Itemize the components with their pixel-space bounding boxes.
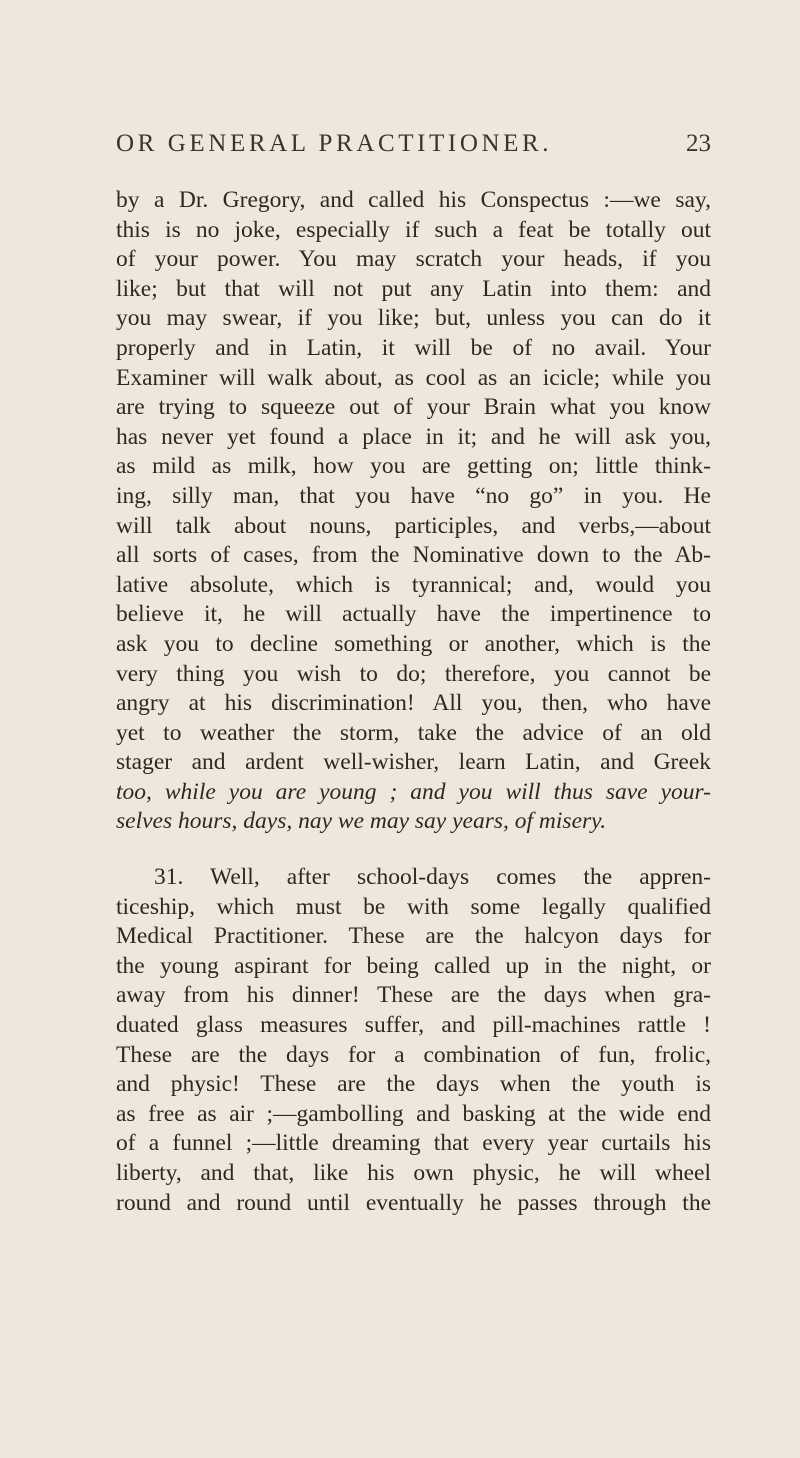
text-line: believe it, he will actually have the impertinence to [116,601,711,628]
text-line: of a funnel ;—little dreaming that every year curtails his [116,1130,711,1157]
text-line: like; but that will not put any Latin into them: and [116,275,711,302]
text-line: lative absolute, which is tyrannical; and, would you [116,571,711,598]
text-line: are trying to squeeze out of your Brain what you know [116,394,711,421]
text-line: These are the days for a combination of fun, frolic, [116,1041,711,1068]
body-text [116,186,711,1218]
text-line: you may swear, if you like; but, unless you can do it [116,305,711,332]
text-line: as free as air ;—gambolling and basking at the wide end [116,1100,711,1127]
page-header [116,130,711,170]
text-line: will talk about nouns, participles, and verbs,—about [116,512,711,539]
text-line-italic: too, while you are young ; and you will thus save your- [116,778,711,805]
text-line: by a Dr. Gregory, and called his Conspectus :—we say, [116,187,711,213]
page-number: 23 [686,130,711,157]
text-line: ask you to decline something or another, which is the [116,630,711,657]
text-line: stager and ardent well-wisher, learn Latin, and Greek [116,749,711,776]
text-line: has never yet found a place in it; and he will ask you, [116,423,711,450]
text-line: duated glass measures suffer, and pill-machines rattle ! [116,1012,711,1039]
text-line: ing, silly man, that you have “no go” in you. He [116,482,711,509]
text-line: this is no joke, especially if such a feat be totally out [116,216,711,243]
text-line: Examiner will walk about, as cool as an icicle; while you [116,364,711,391]
text-line: away from his dinner! These are the days when gra- [116,982,711,1009]
text-line: very thing you wish to do; therefore, you cannot be [116,660,711,687]
text-line-italic: selves hours, days, nay we may say years, of misery. [116,808,607,835]
text-line: ticeship, which must be with some legally qualified [116,893,711,920]
paragraph-gap [116,837,711,863]
text-line: angry at his discrimination! All you, then, who have [116,690,711,717]
text-line: as mild as milk, how you are getting on; little think- [116,453,711,480]
paragraph-1 [116,186,711,837]
text-line: of your power. You may scratch your heads, if you [116,246,711,273]
paragraph-31 [116,863,711,1218]
text-line: 31. Well, after school-days comes the appren- [154,864,711,891]
text-line: yet to weather the storm, take the advice of an old [116,719,711,746]
text-line: all sorts of cases, from the Nominative down to the Ab- [116,542,711,569]
text-line: the young aspirant for being called up in the night, or [116,952,711,979]
running-head: OR GENERAL PRACTITIONER. [116,130,553,157]
text-line: Medical Practitioner. These are the halcyon days for [116,923,711,950]
text-line: round and round until eventually he passes through the [116,1189,711,1216]
text-line: properly and in Latin, it will be of no avail. Your [116,334,711,361]
text-line: and physic! These are the days when the youth is [116,1071,711,1098]
text-line: liberty, and that, like his own physic, he will wheel [116,1160,711,1186]
